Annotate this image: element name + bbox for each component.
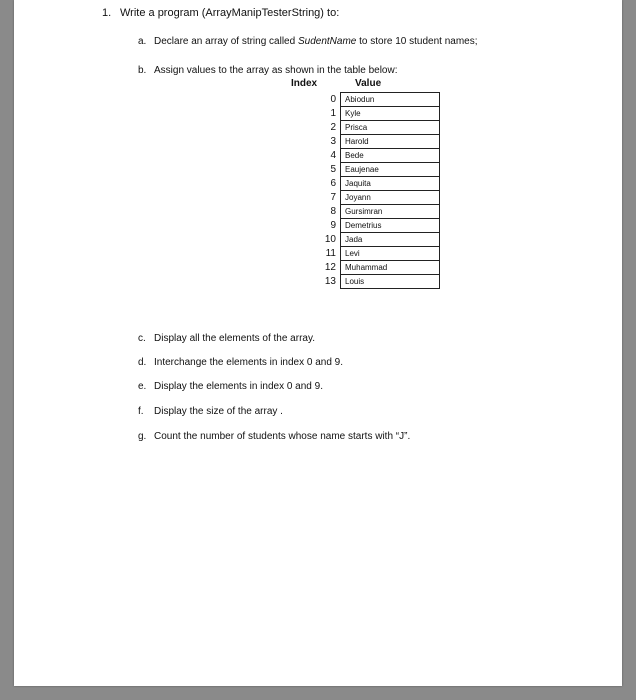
table-row: [286, 261, 440, 275]
row-value: Eaujenae: [341, 163, 440, 177]
row-value: Levi: [341, 247, 440, 261]
question-heading: [102, 7, 339, 19]
question-text: Write a program (ArrayManipTesterString) to:: [120, 7, 340, 19]
row-value: Bede: [341, 149, 440, 163]
item-b-text: Assign values to the array as shown in the table below:: [154, 65, 398, 76]
item-f-text: Display the size of the array .: [154, 406, 283, 417]
item-b: [138, 65, 397, 76]
table-row: [286, 93, 440, 107]
row-value: Harold: [341, 135, 440, 149]
item-a-array-name: SudentName: [297, 36, 357, 47]
row-value: Prisca: [341, 121, 440, 135]
row-value: Kyle: [341, 107, 440, 121]
table-row: [286, 191, 440, 205]
item-b-letter: b.: [138, 65, 147, 76]
item-e: [138, 381, 323, 392]
row-index: 13: [286, 275, 341, 289]
row-index: 11: [286, 247, 341, 261]
item-f-letter: f.: [138, 406, 144, 417]
table-row: [286, 205, 440, 219]
row-value: Muhammad: [341, 261, 440, 275]
table-header-value: Value: [355, 78, 382, 89]
table-row: [286, 275, 440, 289]
row-index: 7: [286, 191, 341, 205]
table-row: [286, 121, 440, 135]
row-index: 8: [286, 205, 341, 219]
row-value: Jada: [341, 233, 440, 247]
table-header-index: Index: [291, 78, 318, 89]
row-value: Demetrius: [341, 219, 440, 233]
row-value: Gursimran: [341, 205, 440, 219]
item-e-letter: e.: [138, 381, 147, 392]
item-d-text: Interchange the elements in index 0 and 9.: [154, 357, 344, 368]
item-g-letter: g.: [138, 431, 147, 442]
item-d: [138, 357, 343, 368]
row-index: 2: [286, 121, 341, 135]
table-row: [286, 107, 440, 121]
table-row: [286, 135, 440, 149]
table-row: [286, 219, 440, 233]
item-c-letter: c.: [138, 333, 146, 344]
item-c-text: Display all the elements of the array.: [154, 333, 316, 344]
row-index: 3: [286, 135, 341, 149]
item-e-text: Display the elements in index 0 and 9.: [154, 381, 323, 392]
item-a-prefix: Declare an array of string called: [154, 36, 298, 47]
item-a-suffix: to store 10 student names;: [356, 36, 478, 47]
row-index: 4: [286, 149, 341, 163]
item-c: [138, 333, 315, 344]
table-row: [286, 163, 440, 177]
row-value: Louis: [341, 275, 440, 289]
table-row: [286, 177, 440, 191]
table-row: [286, 149, 440, 163]
item-a-letter: a.: [138, 36, 147, 47]
row-index: 10: [286, 233, 341, 247]
question-number: 1.: [102, 7, 112, 19]
row-index: 1: [286, 107, 341, 121]
row-index: 0: [286, 93, 341, 107]
row-index: 9: [286, 219, 341, 233]
item-f: [138, 406, 283, 417]
row-value: Joyann: [341, 191, 440, 205]
row-value: Abiodun: [341, 93, 440, 107]
student-names-table: [286, 92, 440, 289]
table-row: [286, 233, 440, 247]
row-value: Jaquita: [341, 177, 440, 191]
row-index: 5: [286, 163, 341, 177]
row-index: 6: [286, 177, 341, 191]
item-d-letter: d.: [138, 357, 147, 368]
document-page: [14, 0, 622, 686]
item-a: [138, 36, 478, 47]
item-g-text: Count the number of students whose name starts with “J”.: [154, 431, 411, 442]
item-g: [138, 431, 410, 442]
row-index: 12: [286, 261, 341, 275]
table-row: [286, 247, 440, 261]
